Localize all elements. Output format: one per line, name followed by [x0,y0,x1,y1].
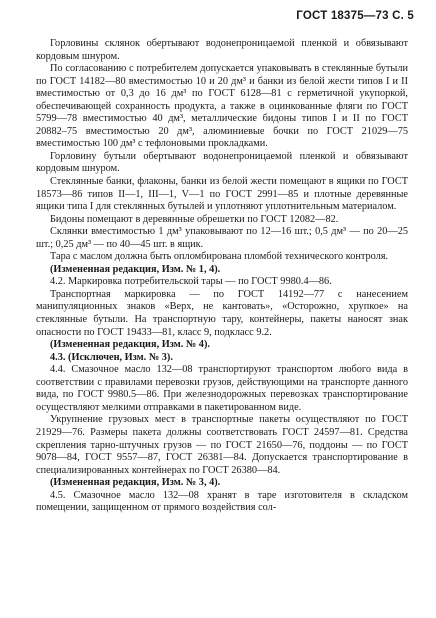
amendment-note: 4.3. (Исключен, Изм. № 3). [50,351,173,363]
paragraph: Бидоны помещают в деревянные обрешетки по ГОСТ 12082—82. [50,213,339,225]
paragraph: Горловину бутыли обертывают водонепроницаемой пленкой и обвязывают кордовым шнуром. [36,150,408,175]
amendment-note: (Измененная редакция, Изм. № 3, 4). [50,477,221,489]
amendment-note: (Измененная редакция, Изм. № 1, 4). [50,263,221,275]
paragraph: Стеклянные банки, флаконы, банки из белой жести помещают в ящики по ГОСТ 18573—86 типов II—1, III—1, V—1 по ГОСТ 2991—85 и плотные деревянные ящики типа I для стеклянных бутылей и уплотняют уплотнительным материалом. [36,176,408,213]
paragraph: Укрупнение грузовых мест в транспортные пакеты осуществляют по ГОСТ 21929—76. Размеры пакета должны соответствовать ГОСТ 24597—81. Средства скрепления тарно-штучных грузов — по ГОСТ 21650—76, поддоны — по ГОСТ 9078—84, ГОСТ 9557—87, ГОСТ 26381—84. Допускается транспортирование в специализированных контейнерах по ГОСТ 26380—84. [36,414,408,476]
paragraph: По согласованию с потребителем допускается упаковывать в стеклянные бутыли по ГОСТ 14182—80 вместимостью 10 и 20 дм³ и банки из белой жести типов I и II вместимостью от 0,3 до 16 дм³ по ГОСТ 6128—81 с герметичной укупоркой, обеспечивающей сохранность продукта, а также в оцинкованные фляги по ГОСТ 5799—78 вместимостью 40 дм³, металлические бидоны типов I и II по ГОСТ 20882–75 вместимостью 20 дм³, алюминиевые бочки по ГОСТ 21029—75 вместимостью 100 дм³ с тефлоновыми прокладками. [36,63,408,150]
paragraph: 4.2. Маркировка потребительской тары — по ГОСТ 9980.4—86. [50,276,332,288]
paragraph: Склянки вместимостью 1 дм³ упаковывают по 12—16 шт.; 0,5 дм³ — по 20—25 шт.; 0,25 дм³ — по 40—45 шт. в ящик. [36,226,408,250]
paragraph: Горловины склянок обертывают водонепроницаемой пленкой и обвязывают кордовым шнуром. [36,38,408,62]
amendment-note: (Измененная редакция, Изм. № 4). [50,339,210,351]
document-body [36,38,408,515]
paragraph: Тара с маслом должна быть опломбирована пломбой технического контроля. [50,251,389,263]
running-header: ГОСТ 18375—73 С. 5 [296,10,414,22]
paragraph: 4.5. Смазочное масло 132—08 хранят в таре изготовителя в складском помещении, защищенном от прямого воздействия сол- [36,489,408,514]
paragraph: 4.4. Смазочное масло 132—08 транспортируют транспортом любого вида в соответствии с правилами перевозки грузов, действующими на транспорте данного вида, по ГОСТ 9980.5—86. При железнодорожных перевозках транспортирование осуществляют мелкими отправками в пакетированном виде. [36,364,408,413]
paragraph: Транспортная маркировка — по ГОСТ 14192—77 с нанесением манипуляционных знаков «Верх, не кантовать», «Осторожно, хрупкое» на стеклянные бутыли. На транспортную тару, контейнеры, пакеты наносят знак опасности по ГОСТ 19433—81, класс 9, подкласс 9.2. [36,288,408,338]
